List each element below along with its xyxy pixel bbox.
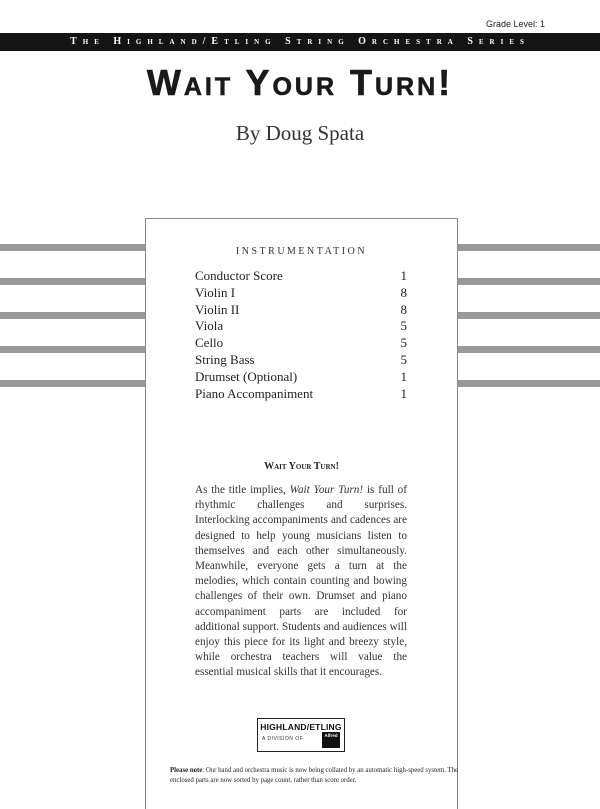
page-title: Wait Your Turn! [146, 62, 454, 103]
instrument-name: Conductor Score [195, 268, 283, 283]
staff-stripe [457, 312, 600, 319]
grade-level: Grade Level: 1 [485, 19, 545, 29]
instrument-name: Viola [195, 318, 224, 334]
composer: By Doug Spata [235, 121, 365, 145]
instrument-row [195, 302, 407, 319]
staff-stripe [0, 380, 145, 387]
series-banner: The Highland/Etling String Orchestra Series [0, 33, 600, 51]
logo-brand: HIGHLAND/ETLING [260, 722, 342, 732]
instrumentation-list [195, 268, 407, 402]
instrument-row [195, 318, 407, 335]
instrument-row [195, 386, 407, 403]
logo-division: A DIVISION OF [262, 736, 304, 742]
alfred-logo-icon: Alfred [322, 732, 340, 748]
staff-stripe [0, 346, 145, 353]
description-intro: As the title implies, [195, 484, 290, 496]
staff-stripe [0, 278, 145, 285]
staff-stripe [0, 312, 145, 319]
instrument-count: 1 [400, 368, 407, 384]
description-text: is full of rhythmic challenges and surprises. Interlocking accompaniments and cadences are designed to help young musicians listen to themselves and each other simultaneously. Meanwhile, everyone gets a turn at the melodies, which contain counting and bowing challenges of their own. Drumset and piano accompaniment parts are included for additional support. Students and audiences will enjoy this piece for its light and breezy style, while orchestra teachers will value the essential musical skills that it encourages. [195, 484, 407, 679]
staff-stripe [457, 244, 600, 251]
instrument-name: Cello [195, 335, 224, 351]
instrument-count: 5 [400, 335, 407, 351]
staff-stripe [457, 346, 600, 353]
instrument-name: Violin II [195, 301, 240, 317]
note-text: : Our band and orchestra music is now being collated by an automatic high-speed system. The enclosed parts are now sorted by page count, rather than score order. [170, 767, 459, 784]
info-panel [145, 218, 458, 809]
description-italic-title: Wait Your Turn! [289, 484, 364, 496]
instrument-count: 5 [400, 351, 407, 367]
instrument-count: 1 [400, 385, 407, 401]
instrument-row [195, 369, 407, 386]
publisher-logo [257, 718, 345, 752]
instrument-row [195, 335, 407, 352]
collation-note [170, 766, 470, 785]
instrument-count: 5 [400, 318, 407, 334]
instrument-count: 1 [400, 268, 407, 283]
instrument-row [195, 268, 407, 285]
instrument-count: 8 [400, 284, 407, 300]
instrument-name: String Bass [195, 351, 255, 367]
description-title: Wait Your Turn! [264, 461, 339, 472]
instrument-row [195, 352, 407, 369]
instrument-name: Violin I [195, 284, 236, 300]
instrument-name: Drumset (Optional) [195, 368, 298, 384]
instrument-count: 8 [400, 301, 407, 317]
staff-stripe [0, 244, 145, 251]
note-label: Please note [170, 767, 203, 774]
instrument-row [195, 285, 407, 302]
description-body [195, 483, 407, 681]
instrumentation-heading: INSTRUMENTATION [235, 246, 368, 257]
staff-stripe [457, 380, 600, 387]
instrument-name: Piano Accompaniment [195, 385, 314, 401]
staff-stripe [457, 278, 600, 285]
